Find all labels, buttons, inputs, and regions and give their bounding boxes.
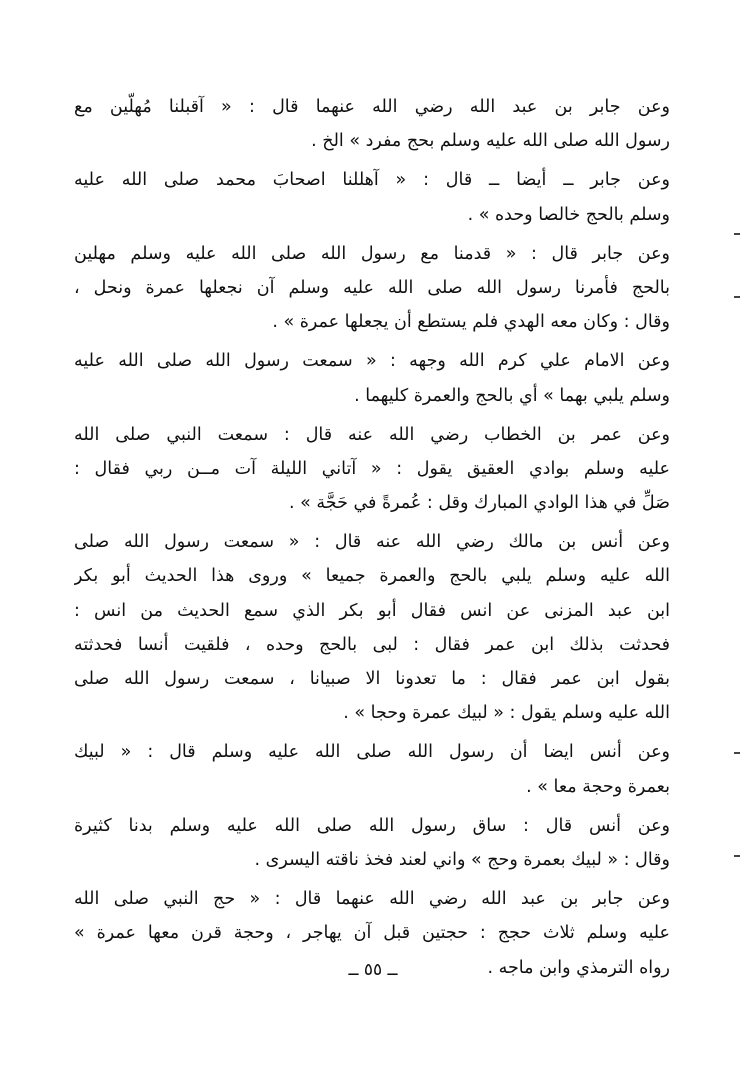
text-line: فحدثت بذلك ابن عمر فقال : لبى بالحج وحده ، فلقيت أنسا فحدثته [74, 634, 670, 655]
paragraph-5 [74, 418, 670, 521]
text-line: وعن جابر بن عبد الله رضي الله عنهما قال : « حج النبي صلى الله [74, 889, 670, 910]
paragraph-2 [74, 163, 670, 231]
text-line: وعن الامام علي كرم الله وجهه : « سمعت رسول الله صلى الله عليه [74, 351, 670, 372]
text-line: وعن أنس ايضا أن رسول الله صلى الله عليه وسلم قال : « لبيك [74, 742, 670, 763]
paragraph-1 [74, 90, 670, 158]
text-line: وعن أنس قال : ساق رسول الله صلى الله عليه وسلم بدنا كثيرة [74, 815, 670, 836]
paragraph-8 [74, 809, 670, 877]
margin-tick [734, 233, 740, 235]
text-line: عليه وسلم بوادي العقيق يقول : « آتاني الليلة آت مــن ربي فقال : [74, 458, 670, 479]
page-body [74, 90, 670, 990]
text-line: رسول الله صلى الله عليه وسلم بحج مفرد » الخ . [311, 131, 670, 152]
margin-tick [734, 296, 740, 298]
text-line: ابن عبد المزنى عن انس فقال أبو بكر الذي سمع الحديث من انس : [74, 600, 670, 621]
text-line: وقال : « لبيك بعمرة وحج » واني لعند فخذ ناقته اليسرى . [254, 849, 670, 870]
text-line: وعن جابر ــ أيضا ــ قال : « آهللنا اصحابَ محمد صلى الله عليه [74, 170, 670, 191]
text-line: وسلم يلبي بهما » أي بالحج والعمرة كليهما . [354, 385, 670, 406]
text-line: وعن جابر قال : « قدمنا مع رسول الله صلى الله عليه وسلم مهلين [74, 243, 670, 264]
margin-tick [734, 752, 740, 754]
text-line: وعن عمر بن الخطاب رضي الله عنه قال : سمعت النبي صلى الله [74, 424, 670, 445]
text-line: بقول ابن عمر فقال : ما تعدونا الا صبيانا ، سمعت رسول الله صلى [74, 669, 670, 689]
paragraph-7 [74, 735, 670, 803]
text-line: الله عليه وسلم يقول : « لبيك عمرة وحجا » . [343, 703, 670, 724]
page-number: ــ ٥٥ ــ [348, 960, 398, 980]
text-line: بالحج فأمرنا رسول الله صلى الله عليه وسلم آن نجعلها عمرة ونحل ، [74, 277, 670, 298]
text-line: الله عليه وسلم يلبي بالحج والعمرة جميعا » وروى هذا الحديث أبو بكر [74, 566, 670, 587]
text-line: بعمرة وحجة معا » . [526, 776, 670, 797]
text-line: وعن جابر بن عبد الله رضي الله عنهما قال : « آقبلنا مُهلّين مع [74, 97, 670, 117]
paragraph-4 [74, 344, 670, 412]
text-line: وقال : وكان معه الهدي فلم يستطع أن يجعلها عمرة » . [272, 312, 670, 333]
paragraph-6 [74, 525, 670, 730]
margin-tick [734, 855, 740, 857]
text-line: وعن أنس بن مالك رضي الله عنه قال : « سمعت رسول الله صلى [74, 532, 670, 553]
text-line: رواه الترمذي وابن ماجه . [487, 957, 670, 978]
text-line: عليه وسلم ثلاث حجج : حجتين قبل آن يهاجر ، وحجة قرن معها عمرة » [74, 923, 670, 944]
text-line: صَلِّ في هذا الوادي المبارك وقل : عُمرةً في حَجَّة » . [289, 493, 670, 514]
paragraph-3 [74, 237, 670, 340]
text-line: وسلم بالحج خالصا وحده » . [467, 204, 670, 225]
